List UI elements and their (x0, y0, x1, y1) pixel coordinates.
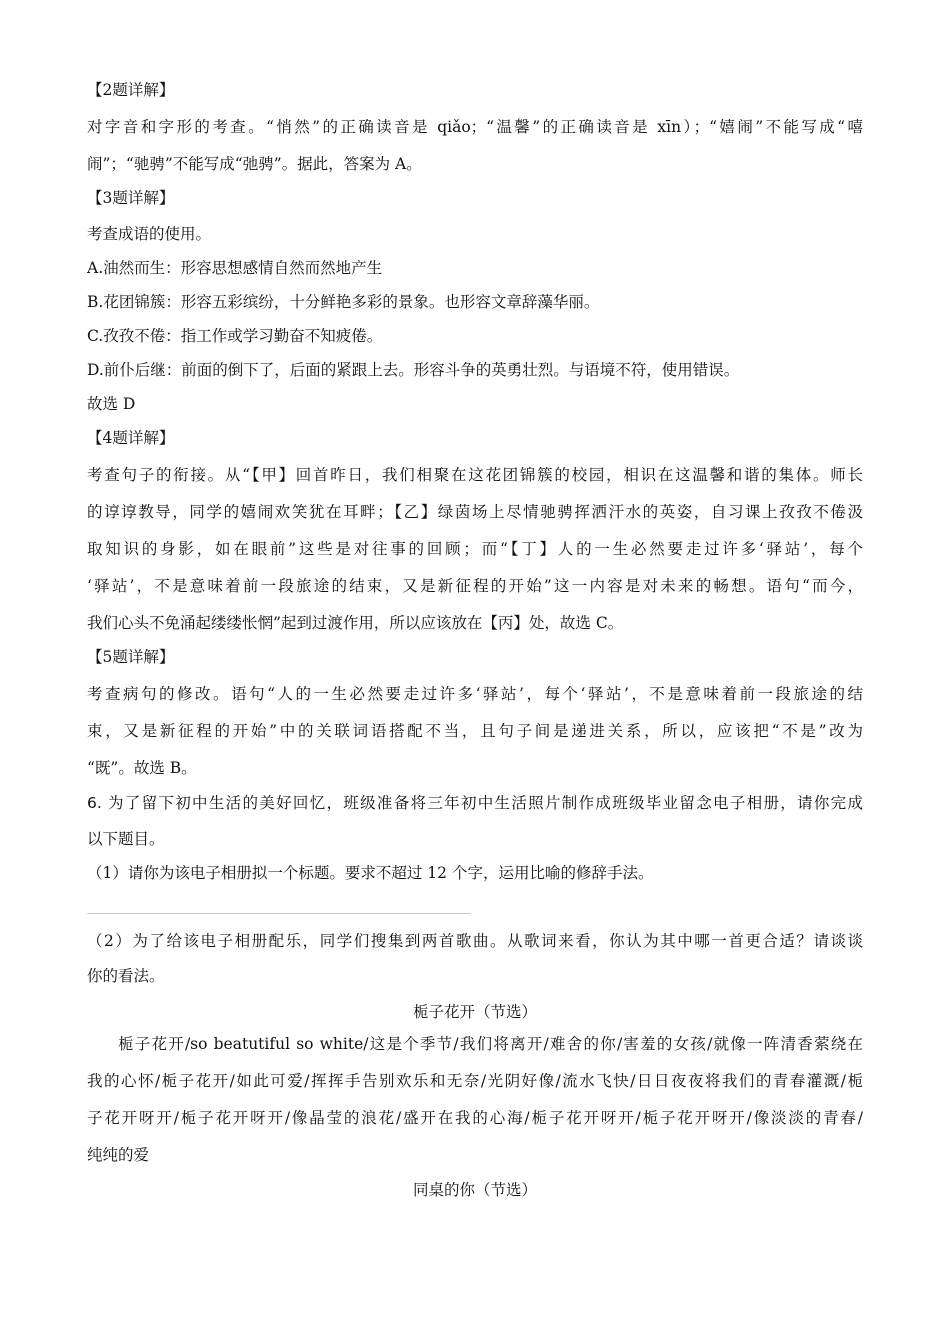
q6-prompt-line-1: 6. 为了留下初中生活的美好回忆，班级准备将三年初中生活照片制作成班级毕业留念电子相册，请你完成 (87, 794, 863, 812)
q5-line-3: “既”。故选 B。 (87, 759, 197, 777)
q6-sub2-line-2: 你的看法。 (87, 967, 165, 985)
q2-line-1: 对字音和字形的考查。“悄然”的正确读音是 qiǎo；“温馨”的正确读音是 xīn）；“嬉闹”不能写成“嘻 (87, 118, 863, 136)
q6-sub2-line-1: （2）为了给该电子相册配乐，同学们搜集到两首歌曲。从歌词来看，你认为其中哪一首更合适？请谈谈 (87, 932, 863, 950)
song1-lyrics-line-4: 纯纯的爱 (87, 1146, 150, 1164)
q4-line-1: 考查句子的衔接。从“【甲】回首昨日，我们相聚在这花团锦簇的校园，相识在这温馨和谐的集体。师长 (87, 466, 863, 484)
q3-option-c: C.孜孜不倦：指工作或学习勤奋不知疲倦。 (87, 327, 383, 345)
answer-divider (87, 913, 471, 914)
song1-lyrics-line-3: 子花开呀开/栀子花开呀开/像晶莹的浪花/盛开在我的心海/栀子花开呀开/栀子花开呀开/像淡淡的青春/ (87, 1109, 863, 1127)
q3-option-d: D.前仆后继：前面的倒下了，后面的紧跟上去。形容斗争的英勇壮烈。与语境不符，使用错误。 (87, 361, 740, 379)
q4-line-4: ‘驿站’，不是意味着前一段旅途的结束，又是新征程的开始”这一内容是对未来的畅想。语句“而今， (87, 577, 863, 595)
q4-heading: 【4题详解】 (87, 429, 175, 447)
q3-line-1: 考查成语的使用。 (87, 225, 212, 243)
song1-lyrics-line-1: 栀子花开/so beatutiful so white/这是个季节/我们将离开/难舍的你/害羞的女孩/就像一阵清香萦绕在 (118, 1035, 863, 1053)
q5-line-1: 考查病句的修改。语句“人的一生必然要走过许多‘驿站’，每个‘驿站’，不是意味着前一段旅途的结 (87, 685, 863, 703)
q6-sub1: （1）请你为该电子相册拟一个标题。要求不超过 12 个字，运用比喻的修辞手法。 (87, 864, 654, 882)
q2-heading: 【2题详解】 (87, 81, 175, 99)
q5-line-2: 束，又是新征程的开始”中的关联词语搭配不当，且句子间是递进关系，所以，应该把“不是”改为 (87, 722, 863, 740)
q4-line-2: 的谆谆教导，同学的嬉闹欢笑犹在耳畔；【乙】绿茵场上尽情驰骋挥洒汗水的英姿，自习课上孜孜不倦汲 (87, 503, 863, 521)
song1-title: 栀子花开（节选） (412, 1003, 537, 1021)
q3-option-a: A.油然而生：形容思想感情自然而然地产生 (87, 259, 383, 277)
q3-option-b: B.花团锦簇：形容五彩缤纷，十分鲜艳多彩的景象。也形容文章辞藻华丽。 (87, 293, 600, 311)
song2-title: 同桌的你（节选） (412, 1181, 537, 1199)
q5-heading: 【5题详解】 (87, 648, 175, 666)
q3-answer: 故选 D (87, 395, 136, 413)
q6-prompt-line-2: 以下题目。 (87, 830, 165, 848)
q2-line-2: 闹”；“驰骋”不能写成“弛骋”。据此，答案为 A。 (87, 155, 422, 173)
q4-line-5: 我们心头不免涌起缕缕怅惘”起到过渡作用，所以应该放在【丙】处，故选 C。 (87, 614, 624, 632)
q3-heading: 【3题详解】 (87, 189, 175, 207)
q4-line-3: 取知识的身影，如在眼前”这些是对往事的回顾；而“【丁】人的一生必然要走过许多‘驿站’，每个 (87, 540, 863, 558)
song1-lyrics-line-2: 我的心怀/栀子花开/如此可爱/挥挥手告别欢乐和无奈/光阴好像/流水飞快/日日夜夜将我们的青春灌溉/栀 (87, 1072, 863, 1090)
